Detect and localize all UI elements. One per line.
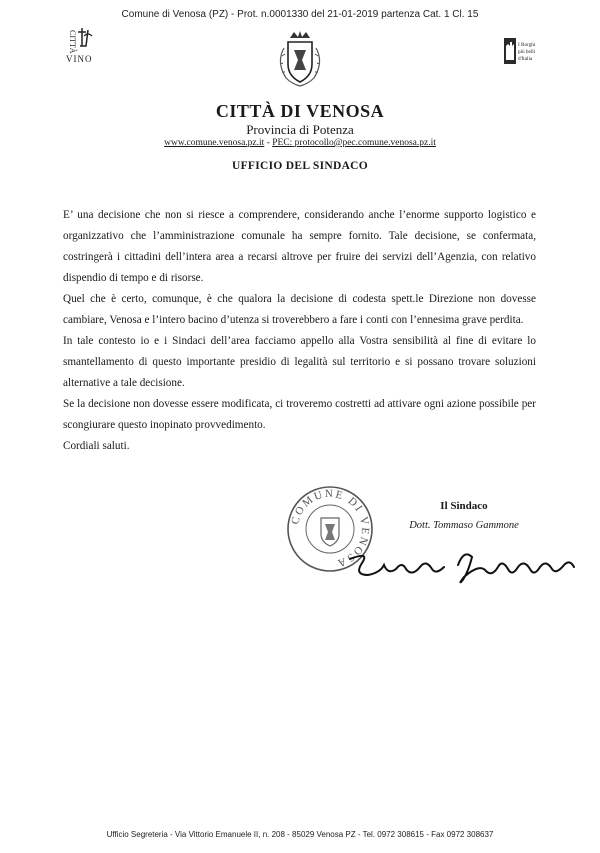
borghi-icon — [504, 38, 548, 64]
paragraph-3: In tale contesto io e i Sindaci dell’area facciamo appello alla Vostra sensibilità al fine di evitare lo smantellamento di questo importante presidio di legalità sul territorio e si possano trovare soluzioni alternative a tale decisione. — [63, 335, 536, 389]
signer-name: Dott. Tommaso Gammone — [409, 520, 519, 531]
citta-del-vino-logo — [62, 22, 102, 66]
contact-separator: - — [264, 138, 273, 148]
office-title: UFFICIO DEL SINDACO — [231, 160, 369, 172]
letterhead — [0, 100, 600, 150]
paragraph-2: Quel che è certo, comunque, è che qualora la decisione di codesta spett.le Direzione non dovesse cambiare, Venosa e l’intero bacino d’utenza si troverebbero a fare i conti con l’ennesima grave perdita. — [63, 293, 536, 326]
province-name: Provincia di Potenza — [246, 122, 354, 137]
signer-title: Il Sindaco — [440, 500, 488, 512]
svg-text:d'Italia: d'Italia — [518, 56, 533, 62]
contact-line — [0, 137, 600, 150]
paragraph-4: Se la decisione non dovesse essere modificata, ci troveremo costretti ad attivare ogni azione possibile per scongiurare questo inopinato provvedimento. — [63, 398, 536, 431]
handwritten-signature — [340, 545, 580, 587]
signature-icon — [340, 545, 580, 587]
pec-label: PEC: — [272, 138, 293, 148]
svg-text:CITTÀ: CITTÀ — [68, 30, 77, 54]
svg-text:COMUNE DI VENOSA: COMUNE DI VENOSA — [289, 487, 372, 570]
paragraph-1: E’ una decisione che non si riesce a comprendere, considerando anche l’enorme supporto logistico e organizzativo che l’amministrazione comunale ha sempre fornito. Tale decisione, se confermata, costringerà i cittadini dell’intera area a recarsi altrove per fruire dei servizi dell’Agenzia, con relativo dispendio di tempo e di risorse. — [63, 209, 536, 284]
protocol-line: Comune di Venosa (PZ) - Prot. n.0001330 del 21-01-2019 partenza Cat. 1 Cl. 15 — [121, 9, 479, 20]
svg-text:I Borghi: I Borghi — [518, 42, 536, 48]
pec-link[interactable]: protocollo@pec.comune.venosa.pz.it — [292, 138, 436, 148]
paragraph-closing: Cordiali saluti. — [63, 440, 130, 452]
city-crest — [272, 30, 328, 88]
city-name: CITTÀ DI VENOSA — [215, 101, 385, 121]
citta-del-vino-icon — [62, 22, 102, 66]
svg-text:più belli: più belli — [518, 49, 536, 55]
signer-block — [384, 498, 544, 534]
crest-icon — [272, 30, 328, 88]
borghi-logo — [504, 38, 548, 64]
footer-address: Ufficio Segreteria - Via Vittorio Emanuele II, n. 208 - 85029 Venosa PZ - Tel. 0972 308615 - Fax 0972 308637 — [106, 830, 494, 839]
svg-text:VINO: VINO — [66, 54, 93, 64]
letter-body — [63, 205, 536, 457]
website-link[interactable]: www.comune.venosa.pz.it — [164, 138, 265, 148]
